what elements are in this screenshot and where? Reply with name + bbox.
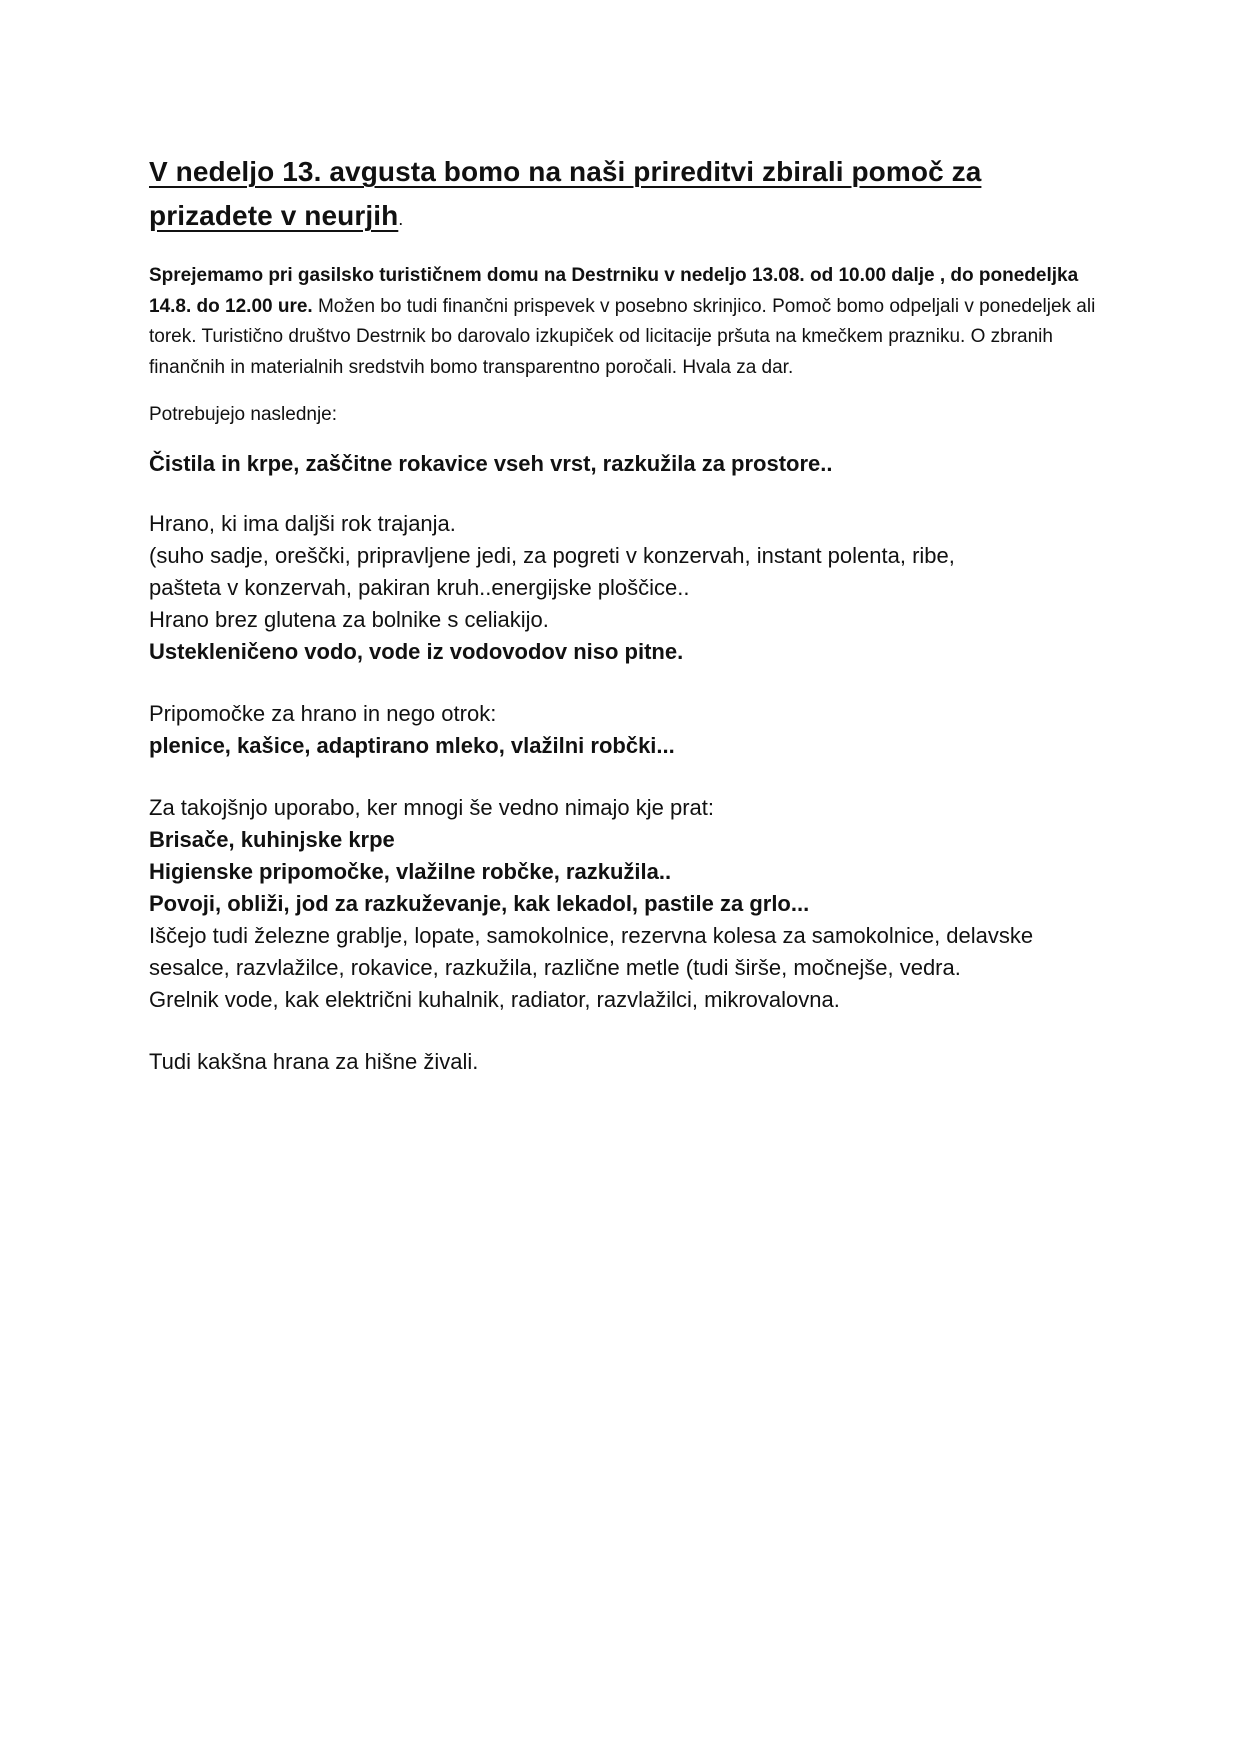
title-underlined-text: V nedeljo 13. avgusta bomo na naši prireditvi zbirali pomoč za prizadete v neurjih [149, 156, 982, 231]
tools-line-3: Grelnik vode, kak električni kuhalnik, radiator, razvlažilci, mikrovalovna. [149, 987, 840, 1012]
food-line-4: Hrano brez glutena za bolnike s celiakijo. [149, 607, 549, 632]
cleaning-line: Čistila in krpe, zaščitne rokavice vseh vrst, razkužila za prostore.. [149, 451, 833, 476]
pets-line: Tudi kakšna hrana za hišne živali. [149, 1049, 479, 1074]
use-label: Za takojšnjo uporabo, ker mnogi še vedno nimajo kje prat: [149, 795, 714, 820]
document-page [149, 150, 1109, 1078]
tools-line-2: sesalce, razvlažilce, rokavice, razkužila, različne metle (tudi širše, močnejše, vedra. [149, 955, 961, 980]
tools-line-1: Iščejo tudi železne grablje, lopate, samokolnice, rezervna kolesa za samokolnice, delavske [149, 923, 1034, 948]
use-line-3: Povoji, obliži, jod za razkuževanje, kak lekadol, pastile za grlo... [149, 891, 810, 916]
use-line-2: Higienske pripomočke, vlažilne robčke, razkužila.. [149, 859, 672, 884]
food-line-2: (suho sadje, oreščki, pripravljene jedi, za pogreti v konzervah, instant polenta, ribe, [149, 543, 955, 568]
needs-label: Potrebujejo naslednje: [149, 404, 338, 425]
intro-bold-text: Sprejemamo pri gasilsko turističnem domu na Destrniku v nedeljo 13.08. od 10.00 dalje , do ponedeljka 14.8. do 12.00 ure. [149, 265, 1079, 317]
water-line: Ustekleničeno vodo, vode iz vodovodov niso pitne. [149, 639, 684, 664]
kids-items: plenice, kašice, adaptirano mleko, vlažilni robčki... [149, 733, 675, 758]
food-line-1: Hrano, ki ima daljši rok trajanja. [149, 511, 456, 536]
title-trailing-period: . [398, 209, 404, 229]
document-title [149, 150, 1109, 241]
use-line-1: Brisače, kuhinjske krpe [149, 827, 395, 852]
intro-rest-text: Možen bo tudi finančni prispevek v posebno skrinjico. Pomoč bomo odpeljali v ponedeljek ali torek. Turistično društvo Destrnik bo darovalo izkupiček od licitacije pršuta na kmečkem prazniku. O zbranih finančnih in materialnih sredstvih bomo transparentno poročali. Hvala za dar. [149, 295, 1096, 378]
food-line-3: pašteta v konzervah, pakiran kruh..energijske ploščice.. [149, 575, 690, 600]
kids-label: Pripomočke za hrano in nego otrok: [149, 701, 497, 726]
intro-paragraph [149, 261, 1109, 383]
